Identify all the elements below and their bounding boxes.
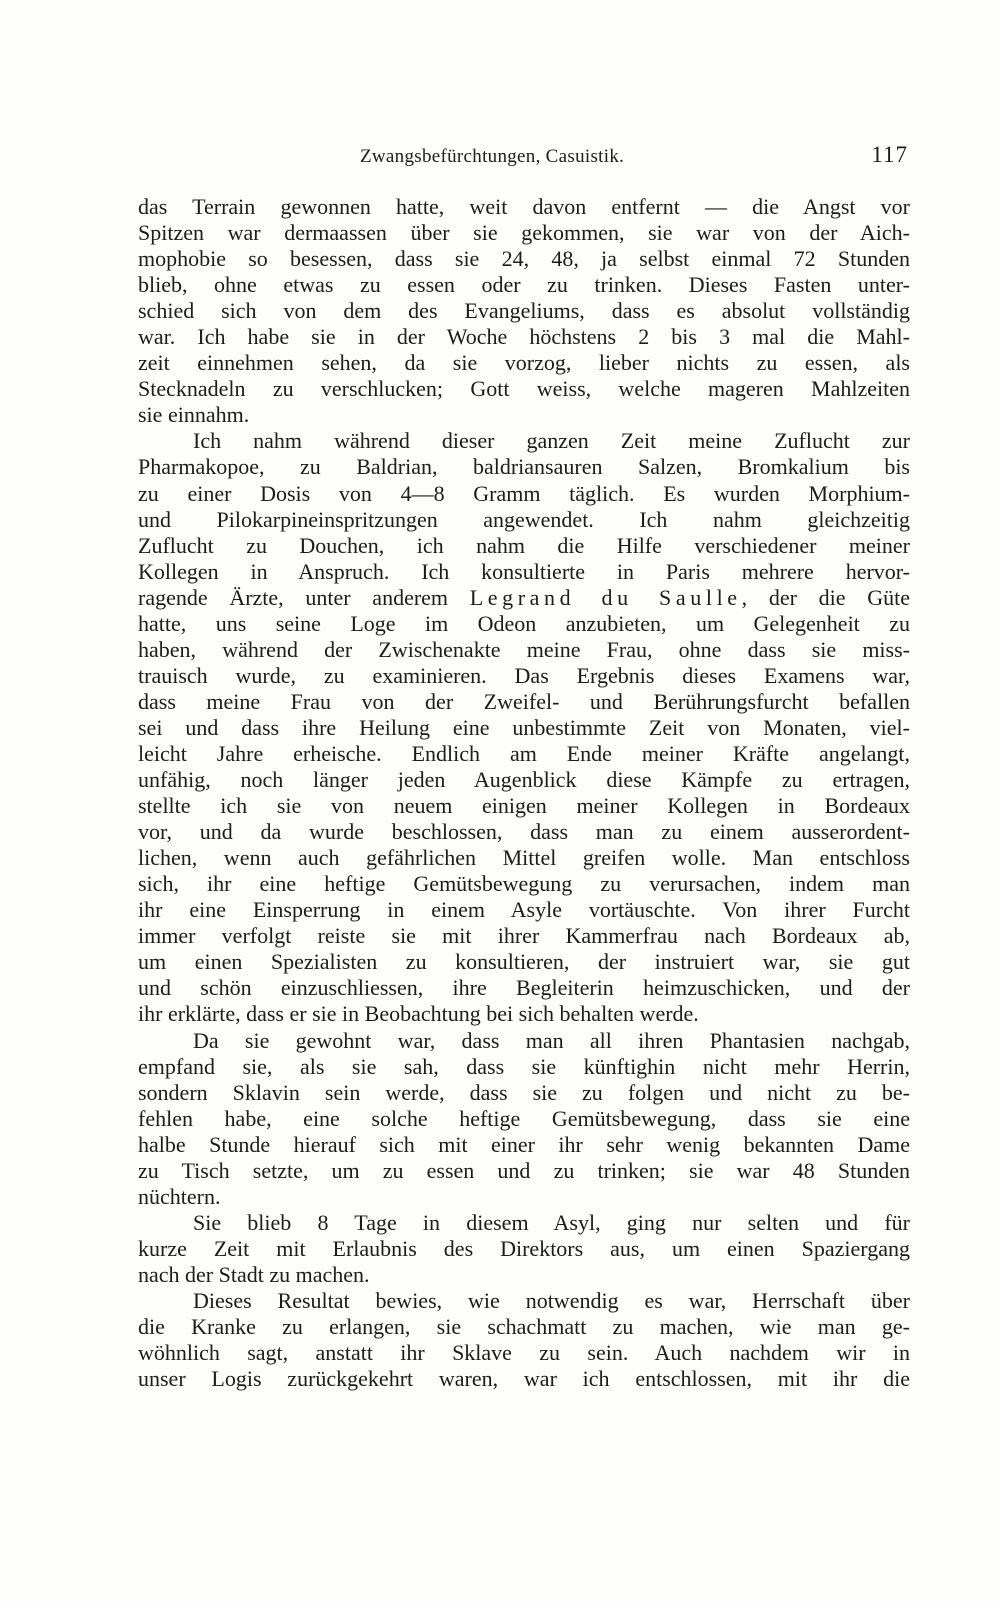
text-line-content: Ich nahm während dieser ganzen Zeit meine Zuflucht zur (193, 428, 910, 454)
text-line-content: vor, und da wurde beschlossen, dass man zu einem ausserordent- (138, 819, 910, 845)
text-line-content: empfand sie, als sie sah, dass sie künftighin nicht mehr Herrin, (138, 1053, 910, 1079)
text-line-content: ragende Ärzte, unter anderem (138, 584, 470, 610)
text-line (138, 402, 910, 428)
text-line-content: zu Tisch setzte, um zu essen und zu trinken; sie war 48 Stunden (138, 1157, 910, 1183)
text-line-content: unfähig, noch länger jeden Augenblick diese Kämpfe zu ertragen, (138, 767, 910, 793)
text-line-content: Dieses Resultat bewies, wie notwendig es war, Herrschaft über (193, 1287, 910, 1313)
text-line (138, 481, 910, 507)
text-line (138, 1314, 910, 1340)
text-line (138, 585, 910, 611)
text-line (138, 1288, 910, 1314)
text-line-content: hatte, uns seine Loge im Odeon anzubieten, um Gelegenheit zu (138, 610, 910, 636)
text-line (138, 637, 910, 663)
text-line-content: leicht Jahre erheische. Endlich am Ende meiner Kräfte angelangt, (138, 740, 910, 766)
text-line (138, 975, 910, 1001)
text-line (138, 1106, 910, 1132)
text-line (138, 611, 910, 637)
text-line-content: und Pilokarpineinspritzungen angewendet. Ich nahm gleichzeitig (138, 506, 910, 532)
text-line-content: die Kranke zu erlangen, sie schachmatt zu machen, wie man ge- (138, 1314, 910, 1340)
text-line-content: war. Ich habe sie in der Woche höchstens 2 bis 3 mal die Mahl- (138, 324, 910, 350)
text-line (138, 454, 910, 480)
text-line (138, 1132, 910, 1158)
text-line-content: zu einer Dosis von 4—8 Gramm täglich. Es wurden Morphium- (138, 480, 910, 506)
running-title: Zwangsbefürchtungen, Casuistik. (360, 146, 625, 167)
page-header (138, 142, 908, 176)
text-line-content: sich, ihr eine heftige Gemütsbewegung zu verursachen, indem man (138, 871, 910, 897)
text-line-content: und schön einzuschliessen, ihre Begleiterin heimzuschicken, und der (138, 975, 910, 1001)
text-line (138, 1001, 910, 1027)
text-line-content: unser Logis zurückgekehrt waren, war ich entschlossen, mit ihr die (138, 1366, 910, 1392)
text-line (138, 1340, 910, 1366)
text-line (138, 194, 910, 220)
text-line (138, 533, 910, 559)
text-line-content: immer verfolgt reiste sie mit ihrer Kammerfrau nach Bordeaux ab, (138, 923, 910, 949)
text-line-content: lichen, wenn auch gefährlichen Mittel greifen wolle. Man entschloss (138, 845, 910, 871)
text-line (138, 428, 910, 454)
text-line (138, 793, 910, 819)
text-line (138, 324, 910, 350)
text-line (138, 376, 910, 402)
text-line (138, 246, 910, 272)
text-line (138, 1366, 910, 1392)
text-line-content: Kollegen in Anspruch. Ich konsultierte in Paris mehrere hervor- (138, 558, 910, 584)
text-line (138, 871, 910, 897)
text-line (138, 1080, 910, 1106)
text-line-content: sie einnahm. (138, 402, 250, 428)
text-line-content: mophobie so besessen, dass sie 24, 48, ja selbst einmal 72 Stunden (138, 246, 910, 272)
text-line (138, 1158, 910, 1184)
text-line (138, 949, 910, 975)
text-line (138, 689, 910, 715)
text-line-content: Sie blieb 8 Tage in diesem Asyl, ging nur selten und für (193, 1209, 910, 1235)
page-number: 117 (871, 142, 908, 167)
spaced-name: Legrand du Saulle (469, 584, 742, 610)
text-line (138, 559, 910, 585)
text-line-content: halbe Stunde hierauf sich mit einer ihr sehr wenig bekannten Dame (138, 1131, 910, 1157)
text-line-content: kurze Zeit mit Erlaubnis des Direktors aus, um einen Spaziergang (138, 1235, 910, 1261)
text-line (138, 663, 910, 689)
text-line (138, 1262, 910, 1288)
text-line (138, 1184, 910, 1210)
text-line-content: wöhnlich sagt, anstatt ihr Sklave zu sein. Auch nachdem wir in (138, 1340, 910, 1366)
text-line-content: Zuflucht zu Douchen, ich nahm die Hilfe verschiedener meiner (138, 532, 910, 558)
text-line-content: stellte ich sie von neuem einigen meiner Kollegen in Bordeaux (138, 793, 910, 819)
text-line (138, 1054, 910, 1080)
text-line-content: trauisch wurde, zu examinieren. Das Ergebnis dieses Examens war, (138, 662, 910, 688)
text-line-content: blieb, ohne etwas zu essen oder zu trinken. Dieses Fasten unter- (138, 272, 910, 298)
body-text (138, 194, 910, 1392)
text-line-content: ihr eine Einsperrung in einem Asyle vortäuschte. Von ihrer Furcht (138, 897, 910, 923)
text-line-content: um einen Spezialisten zu konsultieren, der instruiert war, sie gut (138, 949, 910, 975)
text-line-content: Da sie gewohnt war, dass man all ihren Phantasien nachgab, (193, 1027, 910, 1053)
text-line-content: zeit einnehmen sehen, da sie vorzog, lieber nichts zu essen, als (138, 350, 910, 376)
text-line-content: Stecknadeln zu verschlucken; Gott weiss, welche mageren Mahlzeiten (138, 376, 910, 402)
text-line (138, 741, 910, 767)
text-line (138, 897, 910, 923)
text-line-content: nüchtern. (138, 1183, 221, 1209)
text-line (138, 819, 910, 845)
text-line (138, 350, 910, 376)
text-line-content: dass meine Frau von der Zweifel- und Berührungsfurcht befallen (138, 688, 910, 714)
text-line-content: sei und dass ihre Heilung eine unbestimmte Zeit von Monaten, viel- (138, 714, 910, 740)
text-line-continuation: , der die Güte (741, 584, 911, 610)
text-line (138, 298, 910, 324)
text-line-content: Pharmakopoe, zu Baldrian, baldriansauren Salzen, Bromkalium bis (138, 454, 910, 480)
text-line-content: schied sich von dem des Evangeliums, dass es absolut vollständig (138, 298, 910, 324)
text-line (138, 767, 910, 793)
text-line (138, 220, 910, 246)
text-line (138, 1236, 910, 1262)
text-line-content: Spitzen war dermaassen über sie gekommen, sie war von der Aich- (138, 220, 910, 246)
text-line (138, 1028, 910, 1054)
text-line-content: sondern Sklavin sein werde, dass sie zu folgen und nicht zu be- (138, 1079, 910, 1105)
text-line-content: nach der Stadt zu machen. (138, 1261, 370, 1287)
text-line (138, 272, 910, 298)
text-line-content: ihr erklärte, dass er sie in Beobachtung bei sich behalten werde. (138, 1001, 699, 1027)
text-line-content: haben, während der Zwischenakte meine Frau, ohne dass sie miss- (138, 636, 910, 662)
text-line (138, 507, 910, 533)
text-line (138, 1210, 910, 1236)
text-line (138, 923, 910, 949)
text-line-content: das Terrain gewonnen hatte, weit davon entfernt — die Angst vor (138, 194, 910, 219)
text-line-content: fehlen habe, eine solche heftige Gemütsbewegung, dass sie eine (138, 1105, 910, 1131)
text-line (138, 845, 910, 871)
text-line (138, 715, 910, 741)
